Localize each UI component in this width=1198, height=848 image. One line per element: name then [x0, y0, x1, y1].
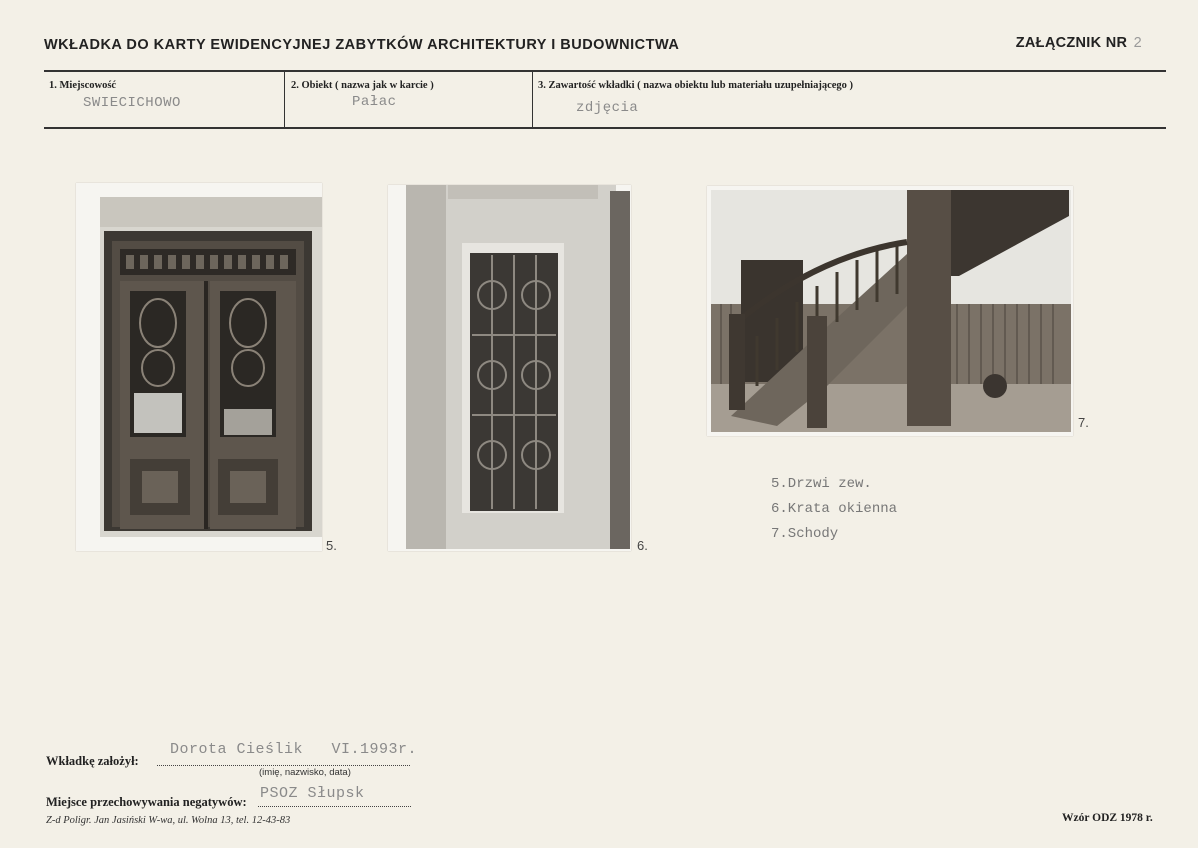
- photo-staircase: [707, 186, 1073, 436]
- annex-label-text: ZAŁĄCZNIK NR: [1015, 35, 1128, 51]
- door-image: [76, 183, 322, 551]
- created-by-hint: (imię, nazwisko, data): [259, 767, 351, 778]
- contents-label: 3. Zawartość wkładki ( nazwa obiektu lub materiału uzupełniającego ): [538, 80, 854, 91]
- photo-number-7: 7.: [1078, 415, 1089, 430]
- object-value: Pałac: [352, 94, 397, 110]
- negatives-storage-value: PSOZ Słupsk: [260, 785, 365, 802]
- window-image: [388, 185, 631, 551]
- annex-number: 2: [1133, 35, 1142, 51]
- created-by-value: Dorota Cieślik VI.1993r.: [170, 741, 418, 758]
- caption-item: 7.Schody: [771, 526, 839, 542]
- photo-number-5: 5.: [326, 538, 337, 553]
- photo-door: [76, 183, 322, 551]
- printer-imprint: Z-d Poligr. Jan Jasiński W-wa, ul. Wolna 13, tel. 12-43-83: [46, 815, 291, 826]
- locality-value: SWIECICHOWO: [83, 95, 181, 111]
- created-by-line: [157, 765, 410, 766]
- object-label: 2. Obiekt ( nazwa jak w karcie ): [291, 80, 434, 91]
- column-divider-2: [532, 71, 533, 127]
- locality-label: 1. Miejscowość: [49, 80, 117, 91]
- form-model: Wzór ODZ 1978 r.: [1062, 812, 1153, 824]
- created-by-label: Wkładkę założył:: [46, 754, 139, 768]
- negatives-storage-label: Miejsce przechowywania negatywów:: [46, 795, 247, 809]
- column-divider-1: [284, 71, 285, 127]
- negatives-storage-line: [258, 806, 411, 807]
- photo-captions: [771, 472, 897, 547]
- table-top-rule: [44, 70, 1166, 72]
- caption-item: 6.Krata okienna: [771, 501, 898, 517]
- form-title: WKŁADKA DO KARTY EWIDENCYJNEJ ZABYTKÓW ARCHITEKTURY I BUDOWNICTWA: [44, 37, 680, 53]
- annex-label: [1016, 35, 1142, 51]
- photo-number-6: 6.: [637, 538, 648, 553]
- photo-window-grille: [388, 185, 631, 551]
- table-bottom-rule: [44, 127, 1166, 129]
- contents-value: zdjęcia: [576, 100, 639, 116]
- caption-item: 5.Drzwi zew.: [771, 476, 872, 492]
- staircase-image: [707, 186, 1073, 436]
